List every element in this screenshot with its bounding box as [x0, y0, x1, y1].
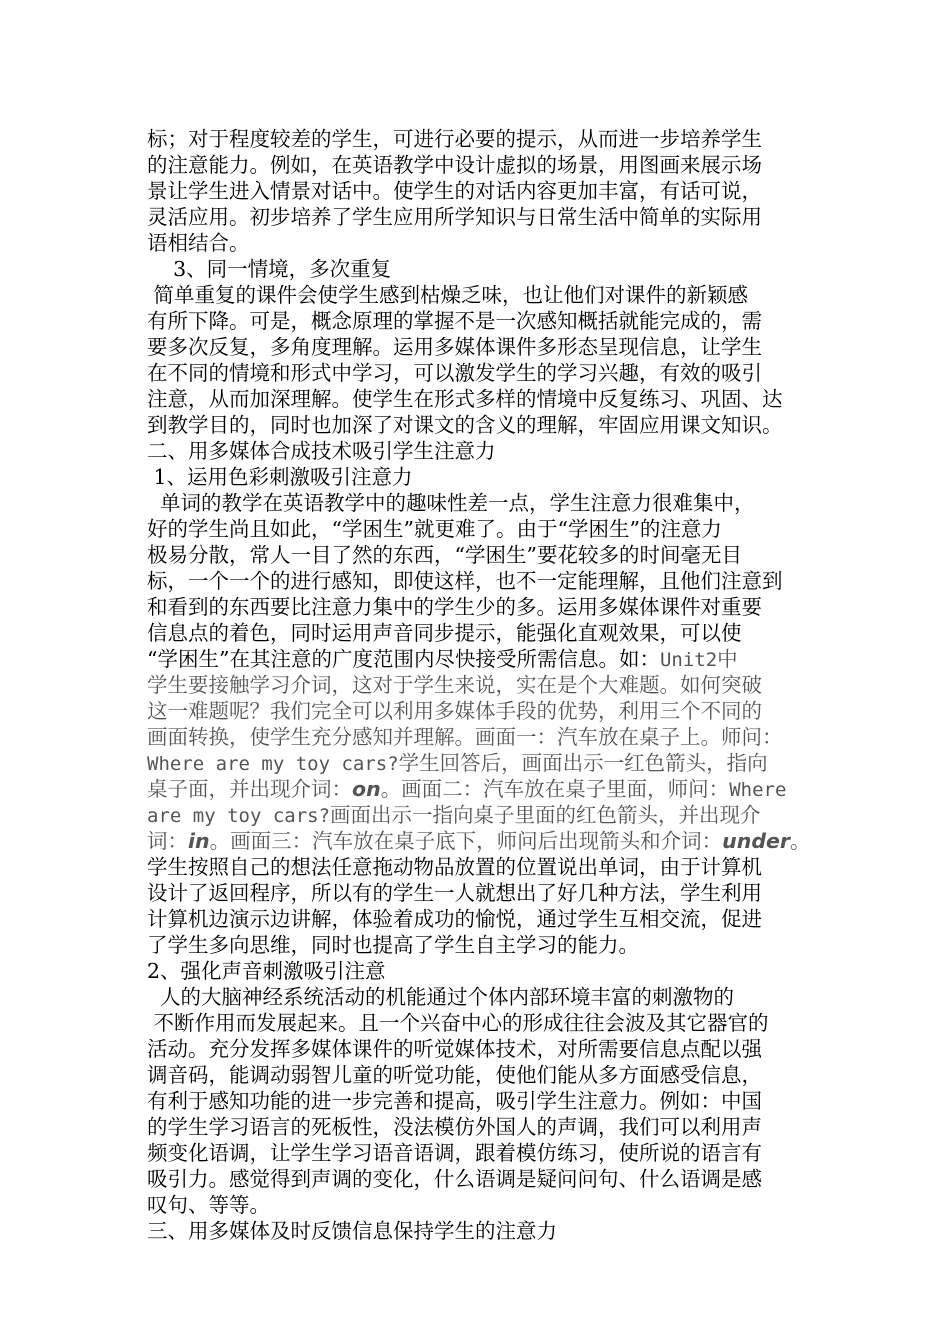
text-segment: Unit2: [659, 649, 718, 671]
text-segment: 桌子面，并出现介词：: [147, 777, 352, 801]
text-line: 标；对于程度较差的学生，可进行必要的提示，从而进一步培养学生: [147, 127, 762, 151]
text-segment: 。画面二：汽车放在桌子里面，师问：: [380, 777, 730, 801]
text-line: 灵活应用。初步培养了学生应用所学知识与日常生活中简单的实际用: [147, 205, 762, 229]
text-line: 有利于感知功能的进一步完善和提高，吸引学生注意力。例如：中国: [147, 1089, 762, 1113]
text-segment: are my toy cars?: [147, 805, 331, 827]
text-line: 人的大脑神经系统活动的机能通过个体内部环境丰富的刺激物的: [147, 985, 735, 1009]
text-segment: “学困生”在其注意的广度范围内尽快接受所需信息。如：: [147, 647, 660, 671]
text-line: 学生按照自己的想法任意拖动物品放置的位置说出单词，由于计算机: [147, 855, 762, 879]
text-line: 语相结合。: [147, 231, 250, 255]
text-line: 计算机边演示边讲解，体验着成功的愉悦，通过学生互相交流，促进: [147, 907, 762, 931]
text-line: 在不同的情境和形式中学习，可以激发学生的学习兴趣，有效的吸引: [147, 361, 762, 385]
text-line: 信息点的着色，同时运用声音同步提示，能强化直观效果，可以使: [147, 621, 742, 645]
text-line: 吸引力。感觉得到声调的变化，什么语调是疑问问句、什么语调是感: [147, 1167, 762, 1191]
text-segment: Where: [729, 779, 787, 801]
text-line: 极易分散，常人一目了然的东西，“学困生”要花较多的时间毫无目: [147, 543, 742, 567]
text-line: [147, 802, 761, 829]
text-line: 和看到的东西要比注意力集中的学生少的多。运用多媒体课件对重要: [147, 595, 762, 619]
text-line: [147, 646, 738, 673]
text-line: 简单重复的课件会使学生感到枯燥乏味，也让他们对课件的新颖感: [147, 283, 749, 307]
section-heading: 3、同一情境，多次重复: [147, 257, 392, 281]
text-segment: 画面出示一指向桌子里面的红色箭头，并出现介: [330, 803, 761, 827]
text-line: 的注意能力。例如，在英语教学中设计虚拟的场景，用图画来展示场: [147, 153, 762, 177]
text-line: 要多次反复，多角度理解。运用多媒体课件多形态呈现信息，让学生: [147, 335, 762, 359]
text-line: 设计了返回程序，所以有的学生一人就想出了好几种方法，学生利用: [147, 881, 762, 905]
text-line: 景让学生进入情景对话中。使学生的对话内容更加丰富，有话可说，: [147, 179, 762, 203]
text-line: 有所下降。可是，概念原理的掌握不是一次感知概括就能完成的，需: [147, 309, 762, 333]
text-line: [147, 750, 768, 777]
text-segment: 词：: [147, 829, 188, 853]
subsection-heading: 1、运用色彩刺激吸引注意力: [147, 465, 413, 489]
text-line: 画面转换，使学生充分感知并理解。画面一：汽车放在桌子上。师问：: [147, 725, 783, 749]
text-segment: 。: [790, 829, 811, 853]
subsection-heading: 2、强化声音刺激吸引注意: [147, 959, 386, 983]
keyword-under: under: [722, 829, 791, 853]
text-line: 的学生学习语言的死板性，没法模仿外国人的声调，我们可以利用声: [147, 1115, 762, 1139]
text-line: 调音码，能调动弱智儿童的听觉功能，使他们能从多方面感受信息，: [147, 1063, 762, 1087]
text-line: 叹句、等等。: [147, 1193, 270, 1217]
text-line: 注意，从而加深理解。使学生在形式多样的情境中反复练习、巩固、达: [147, 387, 783, 411]
text-segment: Where are my toy cars?: [147, 753, 399, 775]
text-line: [147, 776, 786, 803]
text-line: 到教学目的，同时也加深了对课文的含义的理解，牢固应用课文知识。: [147, 413, 783, 437]
section-heading: 二、用多媒体合成技术吸引学生注意力: [147, 439, 496, 463]
text-line: [147, 828, 811, 854]
keyword-in: in: [188, 829, 210, 853]
text-line: 好的学生尚且如此，“学困生”就更难了。由于“学困生”的注意力: [147, 517, 722, 541]
text-line: 学生要接触学习介词，这对于学生来说，实在是个大难题。如何突破: [147, 673, 762, 697]
text-line: 活动。充分发挥多媒体课件的听觉媒体技术，对所需要信息点配以强: [147, 1037, 762, 1061]
text-segment: 学生回答后，画面出示一红色箭头，指向: [398, 751, 768, 775]
text-line: 了学生多向思维，同时也提高了学生自主学习的能力。: [147, 933, 639, 957]
keyword-on: on: [352, 777, 381, 801]
text-line: 标，一个一个的进行感知，即使这样，也不一定能理解，且他们注意到: [147, 569, 783, 593]
text-line: 频变化语调，让学生学习语音语调，跟着模仿练习，使所说的语言有: [147, 1141, 762, 1165]
text-line: 不断作用而发展起来。且一个兴奋中心的形成往往会波及其它器官的: [147, 1011, 769, 1035]
text-segment: 中: [717, 647, 738, 671]
text-line: 单词的教学在英语教学中的趣味性差一点，学生注意力很难集中，: [147, 491, 755, 515]
text-line: 这一难题呢？我们完全可以利用多媒体手段的优势，利用三个不同的: [147, 699, 762, 723]
text-segment: 。画面三：汽车放在桌子底下，师问后出现箭头和介词：: [209, 829, 723, 853]
section-heading: 三、用多媒体及时反馈信息保持学生的注意力: [147, 1219, 557, 1243]
